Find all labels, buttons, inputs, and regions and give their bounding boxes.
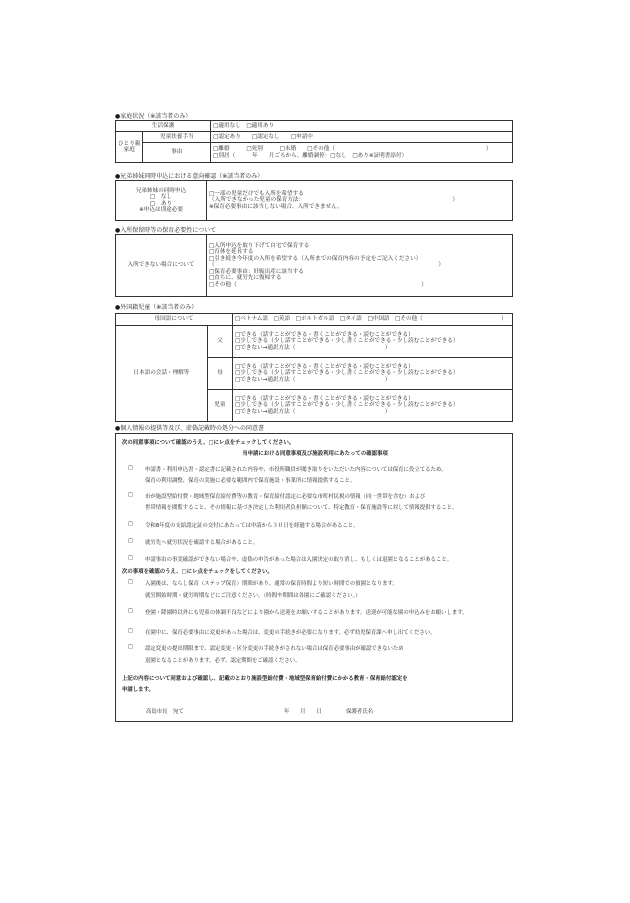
consent-checkbox-5[interactable]: □ xyxy=(128,555,133,561)
consent-item-6b: 就労開始時期・就労時期などにご注意ください。（時間や期間は各園にご確認ください。） xyxy=(145,593,361,599)
consent-item-2b: 世帯情報を閲覧すること。その情報に基づき決定した利用者負担額について、特定教育・保育施設等に対して情報提供すること。 xyxy=(145,505,458,511)
admission-left-label: 入所できない場合について xyxy=(116,235,207,297)
reason-label: 事由 xyxy=(143,143,211,163)
allowance-options[interactable]: □認定あり □認定なし □申請中 xyxy=(211,132,513,143)
sibling-table xyxy=(115,180,513,221)
child-label: 児童 xyxy=(207,390,232,422)
family-table xyxy=(115,120,513,163)
welfare-label: 生活保護 xyxy=(116,121,211,132)
consent-checkbox-1[interactable]: □ xyxy=(128,465,133,471)
consent-item-3: 令和8年度の支給認定証の交付にあたっては申請から３０日を経過する場合があること。 xyxy=(145,523,359,529)
consent-final-2: 申請します。 xyxy=(122,687,154,693)
consent-checkbox-3[interactable]: □ xyxy=(128,521,133,527)
admission-section-header: ●入所保留時等の保育必要性について xyxy=(115,227,217,234)
consent-final-1: 上記の内容について同意および確認し、記載のとおり施設型給付費・地域型保育給付費にかかる教育・保育給付認定を xyxy=(122,676,408,682)
sibling-right-cell[interactable]: □一部の児童だけでも入所を希望する （入所できなかった児童の保育方法： ） ※保育必要事由に該当しない場合、入所できません。 xyxy=(207,181,513,221)
consent-checkbox-8[interactable]: □ xyxy=(128,628,133,634)
mother-tongue-label: 母国語について xyxy=(116,314,233,326)
father-options[interactable]: □できる（話すことができる・書くことができる・読むことができる） □少しできる（少し話すことができる・少し書くことができる・少し読むことができる） □できない→通訳方法（ ） xyxy=(233,326,513,358)
allowance-label: 児童扶養手当 xyxy=(143,132,211,143)
child-options[interactable]: □できる（話すことができる・書くことができる・読むことができる） □少しできる（少し話すことができる・少し書くことができる・少し読むことができる） □できない→通訳方法（ ） xyxy=(233,390,513,422)
consent-section-header: ●個人情報の提供等及び、虚偽記載時の処分への同意書 xyxy=(115,425,264,432)
japanese-ability-label: 日本語の会話・理解等 xyxy=(116,326,208,422)
consent-item-8: 在園中に、保育必要事由に変更があった場合は、変更の手続きが必要になります。必ず幼児保育課へ申し出てください。 xyxy=(145,630,436,636)
consent-item-2a: 市が施設型給付費・地域型保育給付費等の教育・保育給付認定に必要な市町村民税の情報（同一世帯を含む）および xyxy=(145,494,426,500)
sibling-option-yes[interactable]: □ あり xyxy=(149,200,173,207)
mother-options[interactable]: □できる（話すことができる・書くことができる・読むことができる） □少しできる（少し話すことができる・少し書くことができる・少し読むことができる） □できない→通訳方法（ ） xyxy=(233,358,513,390)
consent-checkbox-7[interactable]: □ xyxy=(128,608,133,614)
welfare-options[interactable]: □適用なし □適用あり xyxy=(211,121,513,132)
consent-checkbox-9[interactable]: □ xyxy=(128,644,133,650)
admission-table xyxy=(115,234,513,297)
consent-checkbox-4[interactable]: □ xyxy=(128,538,133,544)
consent-checkbox-6[interactable]: □ xyxy=(128,579,133,585)
consent-item-1a: 申請書・利用申込書・認定書に記載された内容や、市役所職員が聞き取りをいただいた内容については保育に役立てるため、 xyxy=(145,467,447,473)
mother-label: 母 xyxy=(207,358,232,390)
admission-options[interactable]: □入所申込を取り下げて自宅で保育する □育休を延長する □引き続き今年度の入所を希望する（入所までの保育内容の予定をご記入ください） （ ） □保育必要事由：妊娠出産に該当する □直ちに、就労先に復帰する □その他（ ） xyxy=(207,235,513,297)
hitori-oya-label: ひとり親 家庭 xyxy=(116,132,143,163)
consent-item-9b: 退園となることがあります。必ず、認定期間をご確認ください。 xyxy=(145,658,301,664)
father-label: 父 xyxy=(207,326,232,358)
consent-box xyxy=(115,433,513,722)
sibling-option-none[interactable]: □ なし xyxy=(149,194,173,201)
consent-item-5: 申請事由の事実確認ができない場合や、虚偽の申告があった場合は入園決定の取り消し、もしくは退園となることがあること。 xyxy=(145,557,453,563)
sibling-left-cell: 兄弟姉妹の同時申込 □ なし □ あり ※申込は別途必要 xyxy=(116,181,207,221)
foreign-table xyxy=(115,313,513,422)
consent-item-7: 登園・降園時以外にも児童の体調不良などにより園から送迎をお願いすることがあります。送迎が可能な園の申込みをお願いします。 xyxy=(145,610,468,616)
sign-guardian[interactable]: 保護者氏名 xyxy=(346,709,373,715)
family-section-header: ●家庭状況（※該当者のみ） xyxy=(115,113,192,120)
mother-tongue-options[interactable]: □ベトナム語 □英語 □ポルトガル語 □タイ語 □中国語 □その他（ ） xyxy=(233,314,513,326)
consent-item-4: 就労先へ就労状況を確認する場合があること。 xyxy=(145,540,259,546)
consent-item-9a: 認定変更の提出期限まで、認定変更・区分変更の手続きがされない場合は保育必要事由が確認できないため xyxy=(145,646,404,652)
foreign-section-header: ●外国籍児童（※該当者のみ） xyxy=(115,304,198,311)
reason-options[interactable]: □離婚 □死別 □未婚 □その他（ ） □別居（ 年 月ごろから、離婚調停：□なし □あり※証明書添付） xyxy=(211,143,513,163)
sibling-section-header: ●兄弟姉妹同時申込における意向確認（※該当者のみ） xyxy=(115,173,264,180)
sign-date[interactable]: 年 月 日 xyxy=(284,709,322,715)
consent-intro: 次の同意事項について確認のうえ、□にレ点をチェックしてください。 xyxy=(122,440,295,446)
consent-item-1b: 保育の利用調整、保育の実施に必要な範囲内で保育施設・事業所に情報提供すること。 xyxy=(145,478,356,484)
consent-title: 当申請における同意事項及び施設利用にあたっての確認事項 xyxy=(242,451,388,457)
sign-addressee: 高島市長 宛て xyxy=(146,709,184,715)
consent-checkbox-2[interactable]: □ xyxy=(128,492,133,498)
consent-intro-2: 次の事項を確認のうえ、□にレ点をチェックをしてください。 xyxy=(122,569,273,575)
consent-item-6a: 入園後は、ならし保育（ステップ保育）期間があり、通常の保育時間より短い時間での預園となります。 xyxy=(145,581,398,587)
